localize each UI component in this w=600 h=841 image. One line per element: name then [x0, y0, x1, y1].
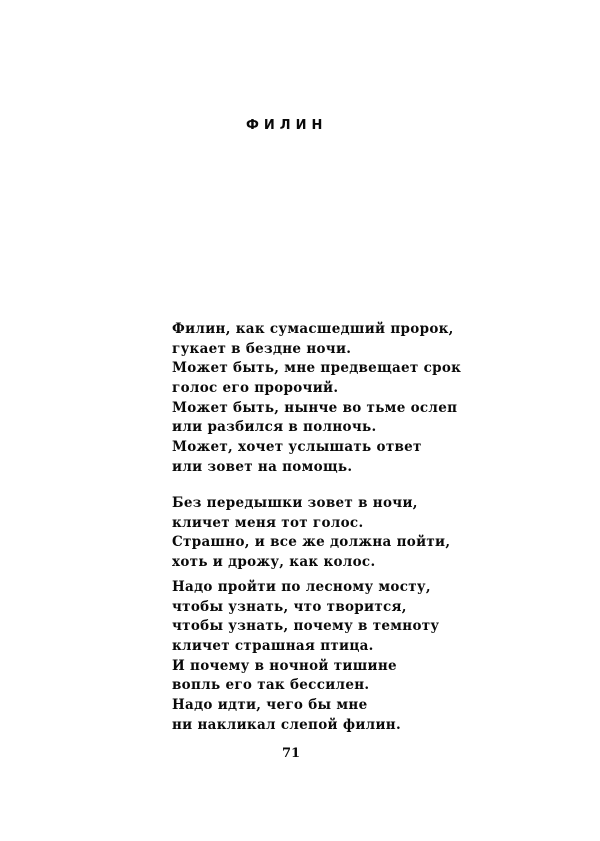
poem-line: или зовет на помощь. [172, 458, 353, 475]
poem-line: Страшно, и все же должна пойти, [172, 534, 451, 551]
poem-line: чтобы узнать, почему в темноту [172, 618, 440, 635]
page-number: 71 [282, 746, 301, 761]
stanza-2 [172, 494, 450, 573]
poem-line: голос его пророчий. [172, 380, 339, 397]
poem-line: чтобы узнать, что творится, [172, 598, 407, 615]
poem-line: Может быть, мне предвещает срок [172, 360, 462, 377]
poem-line: гукает в бездне ночи. [172, 340, 352, 357]
poem-line: И почему в ночной тишине [172, 657, 397, 674]
poem-line: вопль его так бессилен. [172, 677, 370, 694]
poem-line: ни накликал слепой филин. [172, 716, 401, 733]
stanza-1 [172, 320, 461, 478]
poem-line: кличет страшная птица. [172, 638, 374, 655]
poem-line: Надо идти, чего бы мне [172, 697, 368, 714]
poem-line: Может быть, нынче во тьме ослеп [172, 399, 458, 416]
poem-line: хоть и дрожу, как колос. [172, 554, 376, 571]
stanza-3 [172, 578, 439, 736]
poem-line: Может, хочет услышать ответ [172, 439, 422, 456]
poem-line: Надо пройти по лесному мосту, [172, 579, 431, 595]
poem-line: Филин, как сумасшедший пророк, [172, 321, 454, 337]
poem-line: кличет меня тот голос. [172, 514, 364, 531]
poem-line: Без передышки зовет в ночи, [172, 495, 418, 511]
poem-line: или разбился в полночь. [172, 419, 377, 436]
poem-title: ФИЛИН [246, 118, 328, 133]
